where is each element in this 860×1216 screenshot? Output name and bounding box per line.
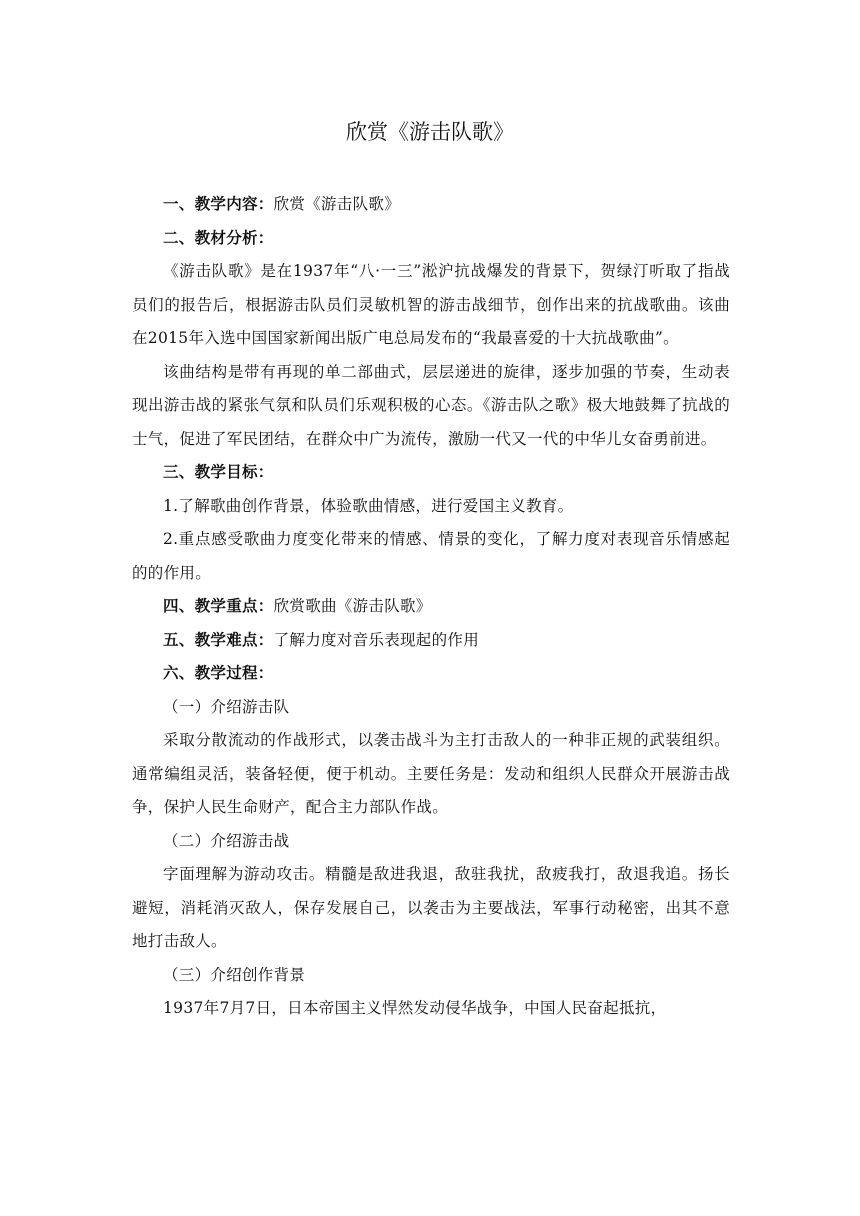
section-text: 了解力度对音乐表现起的作用 [273, 630, 480, 649]
paragraph: 《游击队歌》是在1937年“八·一三”淞沪抗战爆发的背景下，贺绿汀听取了指战员们的报告后，根据游击队员们灵敏机智的游击战细节，创作出来的抗战歌曲。该曲在2015年入选中国国家新闻出版广电总局发布的“我最喜爱的十大抗战歌曲”。 [132, 262, 730, 347]
section-heading: 二、教材分析： [163, 228, 274, 247]
document-title: 欣赏《游击队歌》 [346, 120, 514, 144]
paragraph: 1937年7月7日，日本帝国主义悍然发动侵华战争，中国人民奋起抵抗， [163, 999, 667, 1017]
section-material-analysis [132, 222, 730, 256]
paragraph: 字面理解为游动攻击。精髓是敌进我退，敌驻我扰，敌疲我打，敌退我追。扬长避短，消耗消灭敌人，保存发展自己，以袭击为主要战法，军事行动秘密，出其不意地打击敌人。 [132, 865, 730, 950]
section-heading: 六、教学过程： [163, 664, 274, 682]
goal-item: 2.重点感受歌曲力度变化带来的情感、情景的变化，了解力度对表现音乐情感起的的作用。 [132, 530, 730, 582]
subsection-title: （一）介绍游击队 [163, 697, 290, 716]
document-body [132, 188, 730, 1026]
subsection-title: （三）介绍创作背景 [163, 965, 306, 984]
section-difficulties [132, 624, 730, 658]
section-heading: 四、教学重点： [163, 597, 274, 615]
section-text: 欣赏《游击队歌》 [273, 195, 401, 213]
section-teaching-goals [132, 456, 730, 490]
section-teaching-process [132, 657, 730, 691]
subsection-title: （二）介绍游击战 [163, 831, 290, 850]
section-text: 欣赏歌曲《游击队歌》 [273, 597, 432, 615]
section-heading: 三、教学目标： [163, 463, 274, 481]
paragraph: 采取分散流动的作战形式，以袭击战斗为主打击敌人的一种非正规的武装组织。通常编组灵活，装备轻便，便于机动。主要任务是：发动和组织人民群众开展游击战争，保护人民生命财产，配合主力部队作战。 [132, 731, 730, 816]
section-heading: 一、教学内容： [163, 195, 274, 213]
section-heading: 五、教学难点： [163, 630, 274, 649]
section-teaching-content [132, 188, 730, 222]
goal-item: 1.了解歌曲创作背景，体验歌曲情感，进行爱国主义教育。 [163, 496, 574, 515]
section-key-points [132, 590, 730, 624]
paragraph: 该曲结构是带有再现的单二部曲式，层层递进的旋律，逐步加强的节奏，生动表现出游击战的紧张气氛和队员们乐观积极的心态。《游击队之歌》极大地鼓舞了抗战的士气，促进了军民团结，在群众中广为流传，激励一代又一代的中华儿女奋勇前进。 [132, 362, 730, 448]
